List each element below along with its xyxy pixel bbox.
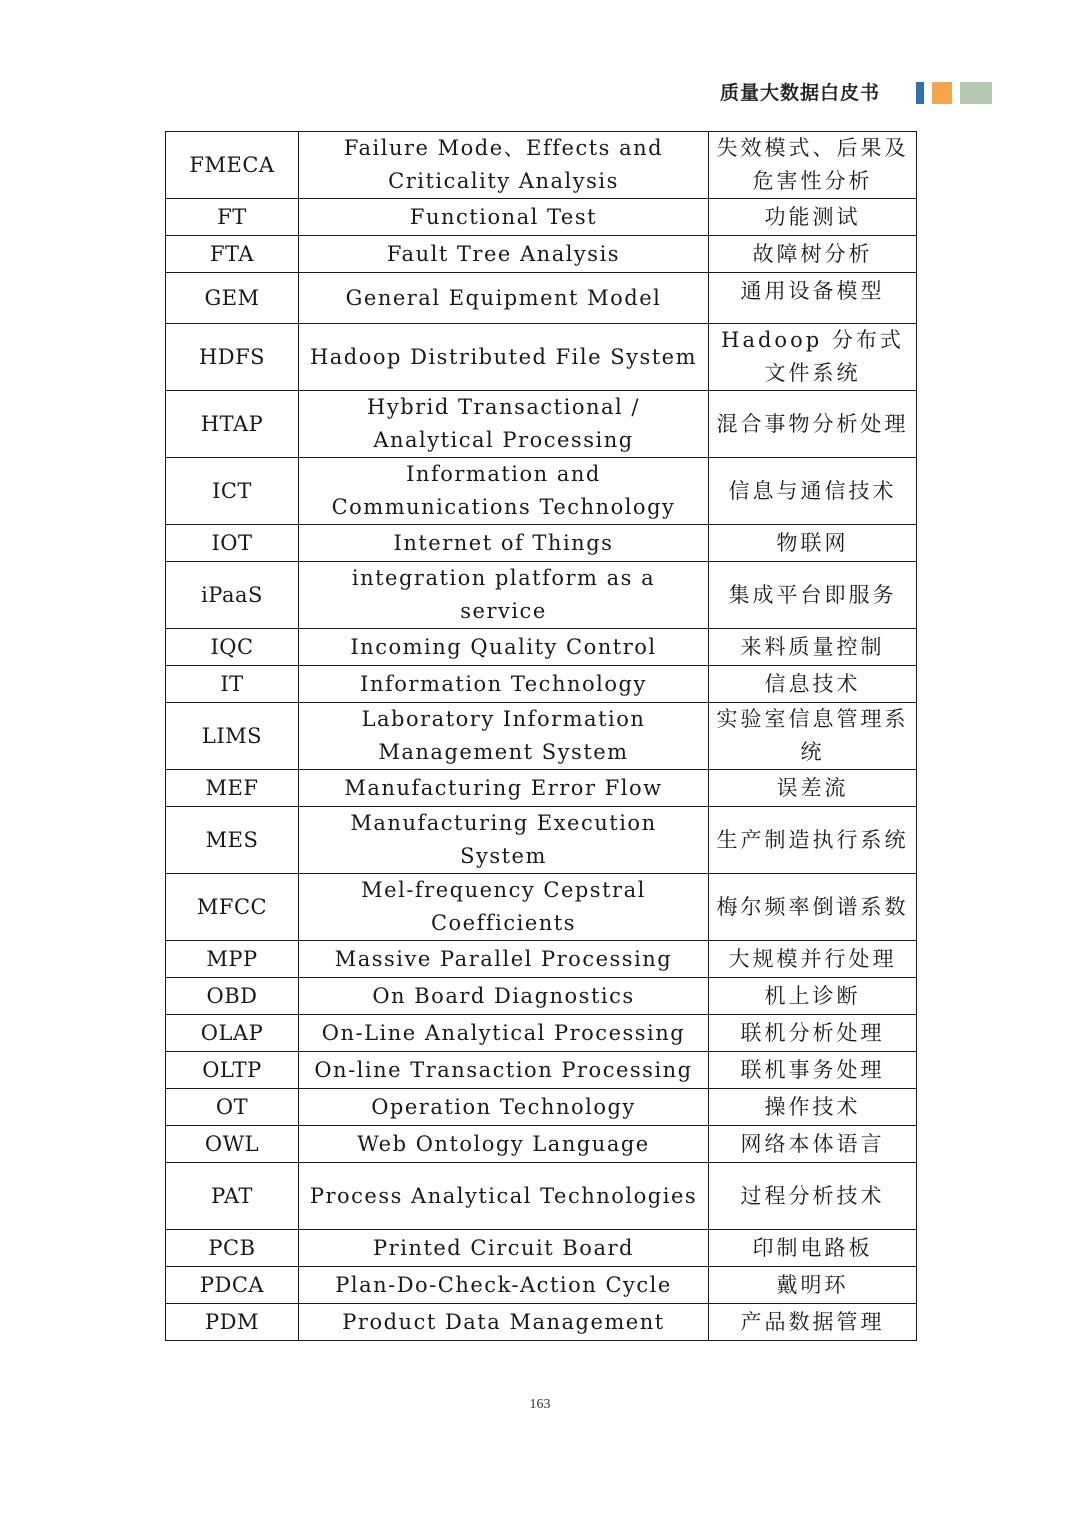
table-row	[166, 666, 917, 703]
table-row	[166, 324, 917, 391]
abbreviation-cell: IQC	[166, 629, 299, 666]
chinese-term-cell: 联机分析处理	[709, 1015, 917, 1052]
table-row	[166, 391, 917, 458]
english-term-cell: Functional Test	[299, 199, 709, 236]
english-term-cell: On-Line Analytical Processing	[299, 1015, 709, 1052]
chinese-term-cell: 通用设备模型	[709, 273, 917, 324]
abbreviation-cell: GEM	[166, 273, 299, 324]
table-row	[166, 941, 917, 978]
table-row	[166, 629, 917, 666]
chinese-term-cell: 故障树分析	[709, 236, 917, 273]
abbreviation-cell: ICT	[166, 458, 299, 525]
abbreviation-cell: MFCC	[166, 874, 299, 941]
chinese-term-cell: 集成平台即服务	[709, 562, 917, 629]
table-row	[166, 199, 917, 236]
chinese-term-cell: 印制电路板	[709, 1230, 917, 1267]
english-term-cell: Plan-Do-Check-Action Cycle	[299, 1267, 709, 1304]
abbreviation-cell: OLAP	[166, 1015, 299, 1052]
chinese-term-cell: 产品数据管理	[709, 1304, 917, 1341]
english-term-cell: Failure Mode、Effects and Criticality Analysis	[299, 132, 709, 199]
abbreviation-cell: MES	[166, 807, 299, 874]
english-term-cell: Information and Communications Technology	[299, 458, 709, 525]
abbreviation-cell: MEF	[166, 770, 299, 807]
chinese-term-cell: 物联网	[709, 525, 917, 562]
english-term-cell: On-line Transaction Processing	[299, 1052, 709, 1089]
abbreviation-cell: OLTP	[166, 1052, 299, 1089]
glossary-table	[165, 131, 917, 1341]
document-title: 质量大数据白皮书	[719, 82, 880, 104]
abbreviation-cell: PAT	[166, 1163, 299, 1230]
chinese-term-cell: 误差流	[709, 770, 917, 807]
english-term-cell: Manufacturing Error Flow	[299, 770, 709, 807]
chinese-term-cell: 梅尔频率倒谱系数	[709, 874, 917, 941]
abbreviation-cell: PDM	[166, 1304, 299, 1341]
chinese-term-cell: 混合事物分析处理	[709, 391, 917, 458]
header-orange-bar	[932, 82, 952, 104]
abbreviation-cell: MPP	[166, 941, 299, 978]
table-row	[166, 1163, 917, 1230]
english-term-cell: Process Analytical Technologies	[299, 1163, 709, 1230]
table-row	[166, 458, 917, 525]
english-term-cell: Mel-frequency Cepstral Coefficients	[299, 874, 709, 941]
chinese-term-cell: 网络本体语言	[709, 1126, 917, 1163]
english-term-cell: Printed Circuit Board	[299, 1230, 709, 1267]
abbreviation-cell: FTA	[166, 236, 299, 273]
english-term-cell: Laboratory Information Management System	[299, 703, 709, 770]
abbreviation-cell: OT	[166, 1089, 299, 1126]
table-row	[166, 236, 917, 273]
abbreviation-cell: IT	[166, 666, 299, 703]
chinese-term-cell: 机上诊断	[709, 978, 917, 1015]
abbreviation-cell: OBD	[166, 978, 299, 1015]
abbreviation-cell: IOT	[166, 525, 299, 562]
abbreviation-cell: HDFS	[166, 324, 299, 391]
table-row	[166, 1089, 917, 1126]
english-term-cell: Manufacturing Execution System	[299, 807, 709, 874]
header-green-bar	[960, 82, 992, 104]
table-row	[166, 525, 917, 562]
chinese-term-cell: 过程分析技术	[709, 1163, 917, 1230]
page-number: 163	[529, 1397, 551, 1412]
english-term-cell: Internet of Things	[299, 525, 709, 562]
abbreviation-cell: LIMS	[166, 703, 299, 770]
chinese-term-cell: Hadoop 分布式文件系统	[709, 324, 917, 391]
table-row	[166, 1304, 917, 1341]
english-term-cell: Hybrid Transactional / Analytical Processing	[299, 391, 709, 458]
table-row	[166, 1052, 917, 1089]
table-row	[166, 1015, 917, 1052]
english-term-cell: Fault Tree Analysis	[299, 236, 709, 273]
table-row	[166, 1230, 917, 1267]
english-term-cell: Massive Parallel Processing	[299, 941, 709, 978]
table-row	[166, 874, 917, 941]
abbreviation-cell: PDCA	[166, 1267, 299, 1304]
chinese-term-cell: 联机事务处理	[709, 1052, 917, 1089]
english-term-cell: Incoming Quality Control	[299, 629, 709, 666]
english-term-cell: Product Data Management	[299, 1304, 709, 1341]
english-term-cell: Hadoop Distributed File System	[299, 324, 709, 391]
english-term-cell: integration platform as a service	[299, 562, 709, 629]
table-row	[166, 1126, 917, 1163]
chinese-term-cell: 失效模式、后果及危害性分析	[709, 132, 917, 199]
chinese-term-cell: 实验室信息管理系统	[709, 703, 917, 770]
chinese-term-cell: 功能测试	[709, 199, 917, 236]
abbreviation-cell: PCB	[166, 1230, 299, 1267]
table-row	[166, 132, 917, 199]
english-term-cell: Information Technology	[299, 666, 709, 703]
chinese-term-cell: 来料质量控制	[709, 629, 917, 666]
english-term-cell: On Board Diagnostics	[299, 978, 709, 1015]
abbreviation-cell: FT	[166, 199, 299, 236]
english-term-cell: General Equipment Model	[299, 273, 709, 324]
table-row	[166, 807, 917, 874]
english-term-cell: Operation Technology	[299, 1089, 709, 1126]
table-row	[166, 978, 917, 1015]
english-term-cell: Web Ontology Language	[299, 1126, 709, 1163]
chinese-term-cell: 操作技术	[709, 1089, 917, 1126]
abbreviation-cell: OWL	[166, 1126, 299, 1163]
abbreviation-cell: iPaaS	[166, 562, 299, 629]
table-row	[166, 562, 917, 629]
chinese-term-cell: 戴明环	[709, 1267, 917, 1304]
table-row	[166, 273, 917, 324]
abbreviation-cell: HTAP	[166, 391, 299, 458]
chinese-term-cell: 信息技术	[709, 666, 917, 703]
abbreviation-cell: FMECA	[166, 132, 299, 199]
chinese-term-cell: 信息与通信技术	[709, 458, 917, 525]
chinese-term-cell: 大规模并行处理	[709, 941, 917, 978]
table-row	[166, 770, 917, 807]
table-row	[166, 703, 917, 770]
chinese-term-cell: 生产制造执行系统	[709, 807, 917, 874]
table-row	[166, 1267, 917, 1304]
header-blue-bar	[916, 82, 924, 104]
